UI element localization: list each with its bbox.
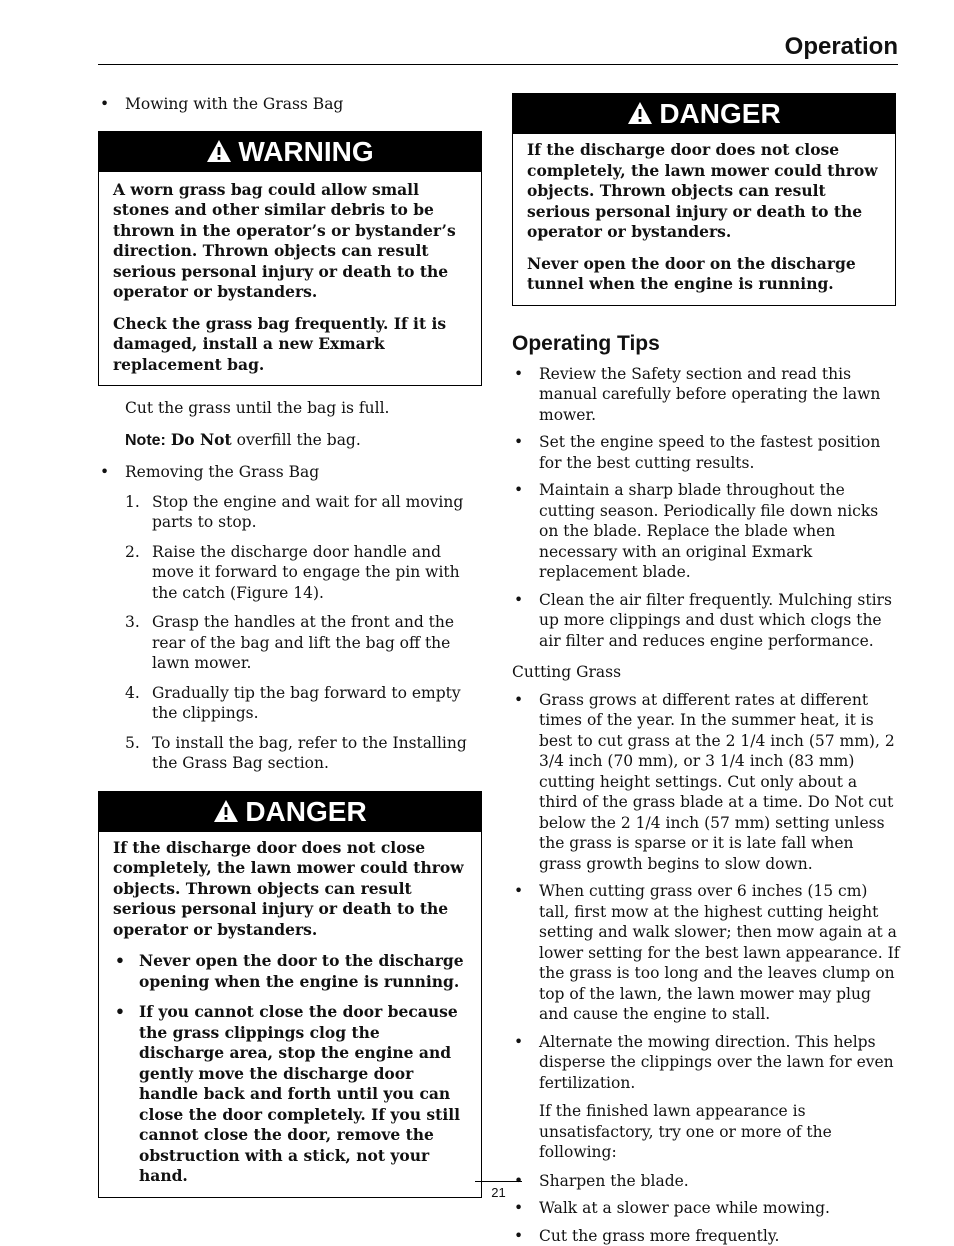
list-item: • Cut the grass more frequently. bbox=[512, 1226, 900, 1246]
danger-box bbox=[98, 791, 482, 1198]
step-text: Grasp the handles at the front and the rear of the bag and lift the bag off the lawn mower. bbox=[152, 613, 454, 672]
danger-bullet: • Never open the door to the discharge opening when the engine is running. bbox=[113, 951, 467, 992]
bullet: • bbox=[100, 94, 109, 115]
cutting-text: Alternate the mowing direction. This helps disperse the clippings over the lawn for even fertilization. bbox=[539, 1033, 894, 1092]
remedy-text: Sharpen the blade. bbox=[539, 1172, 689, 1190]
remedy-text: Walk at a slower pace while mowing. bbox=[539, 1199, 830, 1217]
list-item: • Walk at a slower pace while mowing. bbox=[512, 1198, 900, 1219]
warning-paragraph: Check the grass bag frequently. If it is damaged, install a new Exmark replacement bag. bbox=[113, 314, 467, 376]
step-number: 4. bbox=[125, 683, 140, 704]
danger-bullet-text: If you cannot close the door because the grass clippings clog the discharge area, stop the engine and gently move the discharge door handle back and forth until you can close the door completely. If you still cannot close the door, remove the obstruction with a stick, not your hand. bbox=[139, 1002, 460, 1185]
step-item bbox=[98, 492, 482, 533]
step-text: Raise the discharge door handle and move it forward to engage the pin with the catch (Figure 14). bbox=[152, 543, 460, 602]
danger-box bbox=[512, 93, 896, 306]
step-number: 1. bbox=[125, 492, 140, 513]
bullet: • bbox=[100, 462, 109, 483]
steps-list bbox=[98, 492, 482, 774]
note-text: overfill the bag. bbox=[237, 431, 361, 449]
tip-text: Review the Safety section and read this manual carefully before operating the lawn mower. bbox=[539, 365, 880, 424]
list-item: • Set the engine speed to the fastest position for the best cutting results. bbox=[512, 432, 900, 473]
cutting-text: When cutting grass over 6 inches (15 cm) tall, first mow at the highest cutting height setting and walk slower; then mow again at a lower setting for the best lawn appearance. If the grass is too long and the leaves clump on top of the lawn, the lawn mower may plug and cause the engine to stall. bbox=[539, 882, 899, 1023]
note-label: Note: bbox=[125, 432, 166, 449]
body-text: Cut the grass until the bag is full. bbox=[98, 398, 482, 419]
tips-list bbox=[512, 364, 900, 652]
danger-body bbox=[99, 832, 481, 1197]
danger-bullet: • If you cannot close the door because the grass clippings clog the discharge area, stop the engine and gently move the discharge door handle back and forth until you can close the door completely. If you still cannot close the door, remove the obstruction with a stick, not your hand. bbox=[113, 1002, 467, 1187]
warning-triangle-icon bbox=[206, 134, 232, 173]
step-item bbox=[98, 733, 482, 774]
list-item: • Review the Safety section and read this manual carefully before operating the lawn mower. bbox=[512, 364, 900, 426]
note-emphasis: Do Not bbox=[171, 430, 232, 449]
body-text: If the finished lawn appearance is unsatisfactory, try one or more of the following: bbox=[512, 1101, 900, 1163]
footer-rule bbox=[475, 1181, 522, 1182]
warning-label: WARNING bbox=[238, 136, 373, 167]
right-column bbox=[512, 93, 900, 1246]
tip-text: Set the engine speed to the fastest position for the best cutting results. bbox=[539, 433, 880, 472]
section-title: Operation bbox=[785, 33, 898, 61]
tip-text: Maintain a sharp blade throughout the cutting season. Periodically file down nicks on the blade. Replace the blade when necessary with an original Exmark replacement blade. bbox=[539, 481, 878, 581]
danger-label: DANGER bbox=[245, 796, 366, 827]
list-item: • Alternate the mowing direction. This helps disperse the clippings over the lawn for even fertilization. bbox=[512, 1032, 900, 1094]
danger-bullet-text: Never open the door to the discharge opening when the engine is running. bbox=[139, 951, 464, 991]
remedy-text: Cut the grass more frequently. bbox=[539, 1227, 779, 1245]
bullet-text: Removing the Grass Bag bbox=[125, 463, 319, 481]
step-item bbox=[98, 612, 482, 674]
subheading: Cutting Grass bbox=[512, 662, 900, 683]
danger-heading bbox=[99, 792, 481, 832]
step-number: 5. bbox=[125, 733, 140, 754]
list-item bbox=[98, 462, 482, 483]
warning-paragraph: A worn grass bag could allow small stones and other similar debris to be thrown in the operator’s or bystander’s direction. Thrown objects can result serious personal injury or death to the operator or bystanders. bbox=[113, 180, 467, 303]
danger-label: DANGER bbox=[659, 98, 780, 129]
list-item: • Sharpen the blade. bbox=[512, 1171, 900, 1192]
warning-triangle-icon bbox=[627, 96, 653, 135]
tip-text: Clean the air filter frequently. Mulching stirs up more clippings and dust which clogs the air filter and reduces engine performance. bbox=[539, 591, 892, 650]
step-text: Stop the engine and wait for all moving parts to stop. bbox=[152, 493, 463, 532]
list-item bbox=[98, 94, 482, 115]
step-number: 3. bbox=[125, 612, 140, 633]
step-number: 2. bbox=[125, 542, 140, 563]
list-item: • Grass grows at different rates at different times of the year. In the summer heat, it is best to cut grass at the 2 1/4 inch (57 mm), 2 3/4 inch (70 mm), or 3 1/4 inch (83 mm) cutting height settings. Cut only about a third of the grass blade at a time. Do Not cut below the 2 1/4 inch (57 mm) setting unless the grass is sparse or it is late fall when grass growth begins to slow down. bbox=[512, 690, 900, 875]
warning-triangle-icon bbox=[213, 794, 239, 833]
warning-heading bbox=[99, 132, 481, 172]
list-item: • Maintain a sharp blade throughout the cutting season. Periodically file down nicks on the blade. Replace the blade when necessary with an original Exmark replacement blade. bbox=[512, 480, 900, 583]
bullet-text: Mowing with the Grass Bag bbox=[125, 95, 343, 113]
warning-body bbox=[99, 172, 481, 386]
step-item bbox=[98, 683, 482, 724]
note bbox=[98, 430, 482, 452]
step-item bbox=[98, 542, 482, 604]
section-heading: Operating Tips bbox=[512, 332, 900, 356]
list-item: • When cutting grass over 6 inches (15 cm) tall, first mow at the highest cutting height setting and walk slower; then mow again at a lower setting for the best lawn appearance. If the grass is too long and the leaves clump on top of the lawn, the lawn mower may plug and cause the engine to stall. bbox=[512, 881, 900, 1025]
cutting-list bbox=[512, 690, 900, 1094]
page-number: 21 bbox=[475, 1185, 522, 1200]
danger-paragraph: Never open the door on the discharge tunnel when the engine is running. bbox=[527, 254, 881, 295]
danger-body bbox=[513, 134, 895, 305]
danger-paragraph: If the discharge door does not close completely, the lawn mower could throw objects. Thrown objects can result serious personal injury or death to the operator or bystanders. bbox=[113, 838, 467, 941]
step-text: To install the bag, refer to the Installing the Grass Bag section. bbox=[152, 734, 467, 773]
step-text: Gradually tip the bag forward to empty the clippings. bbox=[152, 684, 461, 723]
warning-box bbox=[98, 131, 482, 387]
cutting-text: Grass grows at different rates at different times of the year. In the summer heat, it is best to cut grass at the 2 1/4 inch (57 mm), 2 3/4 inch (70 mm), or 3 1/4 inch (83 mm) cutting height settings. Cut only about a third of the grass blade at a time. Do Not cut below the 2 1/4 inch (57 mm) setting unless the grass is sparse or it is late fall when grass growth begins to slow down. bbox=[539, 691, 895, 873]
header-rule bbox=[98, 64, 898, 65]
danger-heading bbox=[513, 94, 895, 134]
left-column bbox=[98, 90, 482, 1198]
danger-paragraph: If the discharge door does not close completely, the lawn mower could throw objects. Thrown objects can result serious personal injury or death to the operator or bystanders. bbox=[527, 140, 881, 243]
list-item: • Clean the air filter frequently. Mulching stirs up more clippings and dust which clogs the air filter and reduces engine performance. bbox=[512, 590, 900, 652]
